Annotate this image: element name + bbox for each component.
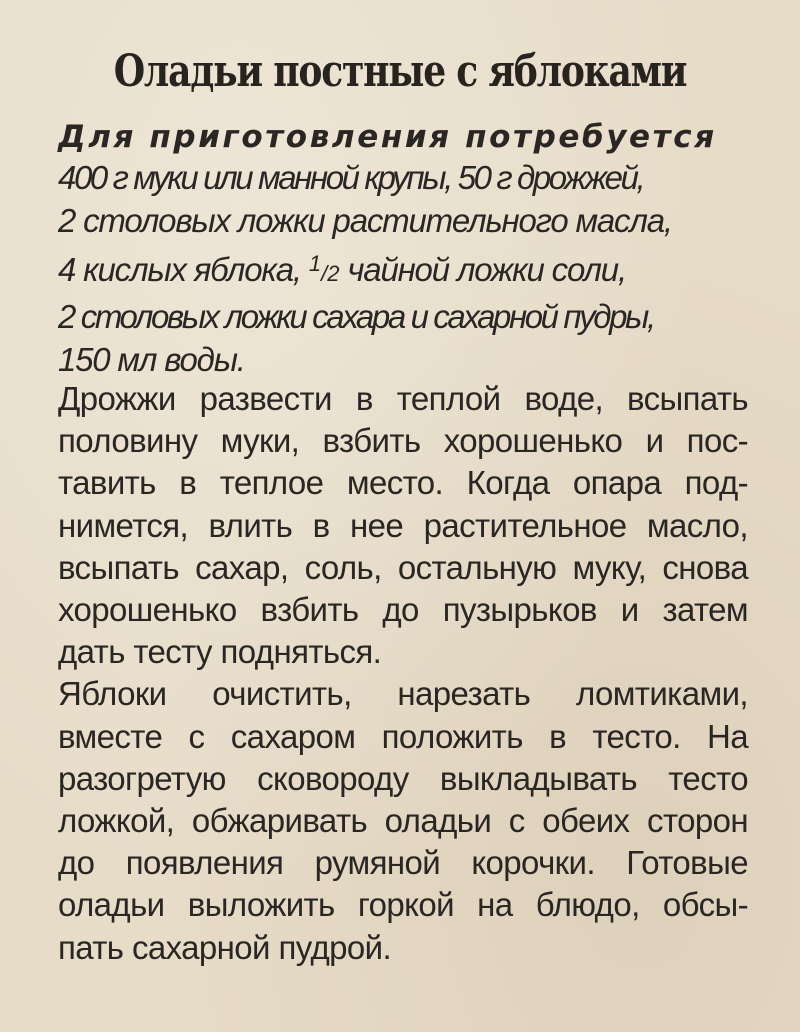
fraction-denominator: /2 <box>321 261 340 286</box>
ingredient-line <box>58 242 758 295</box>
ingredient-text: 4 кислых яблока, <box>58 251 301 288</box>
recipe-title: Оладьи постные с яблоками <box>113 46 687 97</box>
method-line: Яблоки очистить, нарезать ломтиками, <box>58 675 748 713</box>
method-line: дать тесту подняться. <box>58 633 382 671</box>
method-line: Дрожжи развести в теплой воде, всыпать <box>58 380 748 417</box>
ingredients-heading: Для приготовления потребуется <box>58 119 717 155</box>
ingredient-line: 150 мл воды. <box>58 341 245 378</box>
method-line: ложкой, обжаривать оладьи с обеих сторон <box>58 802 748 840</box>
method-block <box>58 378 758 969</box>
ingredient-line: 2 столовых ложки сахара и сахарной пудры, <box>58 298 654 335</box>
method-line: тавить в теплое место. Когда опара под- <box>58 464 748 502</box>
method-line: пать сахарной пудрой. <box>58 928 392 966</box>
method-line: оладьи выложить горкой на блюдо, обсы- <box>58 886 748 924</box>
ingredient-text: чайной ложки соли, <box>347 251 626 288</box>
method-line: разогретую сковороду выкладывать тесто <box>58 759 748 797</box>
ingredient-line: 2 столовых ложки растительного масла, <box>58 202 672 239</box>
ingredient-line: 400 г муки или манной крупы, 50 г дрожжей, <box>58 159 644 196</box>
method-line: нимется, влить в нее растительное масло, <box>58 506 748 544</box>
ingredients-block <box>58 118 758 381</box>
method-line: половину муки, взбить хорошенько и пос- <box>58 422 748 460</box>
method-line: вместе с сахаром положить в тесто. На <box>58 717 748 755</box>
fraction-numerator: 1 <box>308 251 322 276</box>
method-line: до появления румяной корочки. Готовые <box>58 844 748 882</box>
method-line: всыпать сахар, соль, остальную муку, снова <box>58 548 748 586</box>
method-line: хорошенько взбить до пузырьков и затем <box>58 591 748 629</box>
